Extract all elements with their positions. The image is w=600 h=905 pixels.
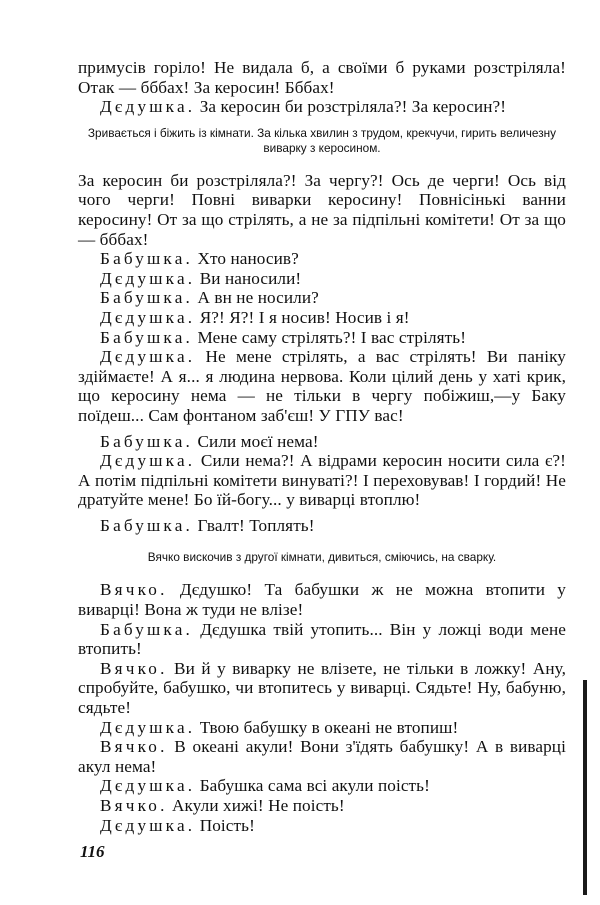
speaker-name: Бабушка. xyxy=(100,327,194,347)
dialogue-text: Твою бабушку в океані не втопиш! xyxy=(199,717,459,737)
dialogue-line xyxy=(78,347,566,425)
dialogue-text: Дєдушка твій утопить... Він у ложці води мене втопить! xyxy=(78,619,566,659)
dialogue-text: За керосин би розстріляла?! За керосин?! xyxy=(199,97,507,117)
dialogue-text: Дєдушко! Та бабушки ж не можна втопити у виварці! Вона ж туди не влізе! xyxy=(78,580,567,620)
speaker-name: Дєдушка. xyxy=(100,307,196,327)
dialogue-line xyxy=(78,328,566,348)
speaker-name: Дєдушка. xyxy=(100,451,196,471)
speaker-name: Вячко. xyxy=(100,796,168,815)
dialogue-line xyxy=(78,620,566,659)
page-number: 116 xyxy=(80,842,105,861)
paragraph: За керосин би розстріляла?! За чергу?! Ось де черги! Ось від чого черги! Повні виварки керосину! Повнісінькі ванни керосину! От за що стрілять, а не за підпільні комітети! От за що — бббах! xyxy=(78,170,566,249)
speaker-name: Вячко. xyxy=(100,658,168,678)
margin-scan-edge xyxy=(583,680,587,895)
dialogue-line xyxy=(78,97,566,117)
dialogue-line xyxy=(78,516,566,536)
dialogue-text: А вн не носили? xyxy=(197,288,319,308)
dialogue-text: Я?! Я?! І я носив! Носив і я! xyxy=(199,307,410,327)
speaker-name: Дєдушка. xyxy=(100,97,196,117)
speaker-name: Бабушка. xyxy=(100,515,194,535)
dialogue-text: Акули хижі! Не поість! xyxy=(172,796,345,815)
dialogue-line xyxy=(78,816,566,836)
dialogue-text: Гвалт! Топлять! xyxy=(197,515,315,535)
dialogue-line xyxy=(78,288,566,308)
speaker-name: Вячко. xyxy=(100,737,168,757)
speaker-name: Бабушка. xyxy=(100,288,194,308)
dialogue-text: Не мене стрілять, а вас стрілять! Ви паніку здіймаєте! А я... я людина нервова. Коли цілий день у хаті крик, що керосину нема — не тільки в чергу побіжиш,—у Баку поїдеш... Сам фонтаном заб'єш! У ГПУ вас! xyxy=(78,347,566,425)
dialogue-text: Ви й у виварку не влізете, не тільки в ложку! Ану, спробуйте, бабушко, чи втопитесь у виварці. Сядьте! Ну, бабуню, сядьте! xyxy=(78,658,566,718)
dialogue-text: В океані акули! Вони з'їдять бабушку! А в виварці акул нема! xyxy=(78,737,566,776)
dialogue-line xyxy=(78,776,566,796)
dialogue-line xyxy=(78,249,566,269)
dialogue-line xyxy=(78,659,566,718)
speaker-name: Бабушка. xyxy=(100,431,194,451)
dialogue-line xyxy=(78,737,566,776)
speaker-name: Вячко. xyxy=(100,580,168,600)
dialogue-text: Ви наносили! xyxy=(199,268,302,288)
speaker-name: Дєдушка. xyxy=(100,268,196,288)
dialogue-text: Поість! xyxy=(199,815,255,835)
dialogue-text: Хто наносив? xyxy=(197,249,299,269)
dialogue-line xyxy=(78,718,566,738)
stage-direction: Вячко вискочив з другої кімнати, дивиться, сміючись, на сварку. xyxy=(147,550,497,565)
dialogue-line xyxy=(78,269,566,289)
stage-direction: Зривається і біжить із кімнати. За кілька хвилин з трудом, крекчучи, гирить величезну виварку з керосином. xyxy=(87,125,557,155)
dialogue-text: Бабушка сама всі акули поість! xyxy=(199,776,430,796)
speaker-name: Дєдушка. xyxy=(100,347,196,367)
dialogue-text: Мене саму стрілять?! І вас стрілять! xyxy=(197,327,467,347)
speaker-name: Дєдушка. xyxy=(100,776,196,796)
dialogue-line xyxy=(78,796,566,816)
dialogue-line xyxy=(78,580,566,619)
dialogue-line xyxy=(78,432,566,452)
speaker-name: Дєдушка. xyxy=(100,717,196,737)
speaker-name: Бабушка. xyxy=(100,249,194,269)
paragraph: примусів горіло! Не видала б, а своїми б руками розстріляла! Отак — бббах! За керосин! Бббах! xyxy=(78,58,566,97)
book-page xyxy=(78,58,566,835)
dialogue-line xyxy=(78,451,566,510)
dialogue-line xyxy=(78,308,566,328)
speaker-name: Бабушка. xyxy=(100,619,194,639)
dialogue-text: Сили нема?! А відрами керосин носити сила є?! А потім підпільні комітети винуваті?! І переховував! І гордий! Не дратуйте мене! Бо їй-богу... у виварці втоплю! xyxy=(78,451,566,510)
speaker-name: Дєдушка. xyxy=(100,815,196,835)
dialogue-text: Сили моєї нема! xyxy=(197,431,319,451)
